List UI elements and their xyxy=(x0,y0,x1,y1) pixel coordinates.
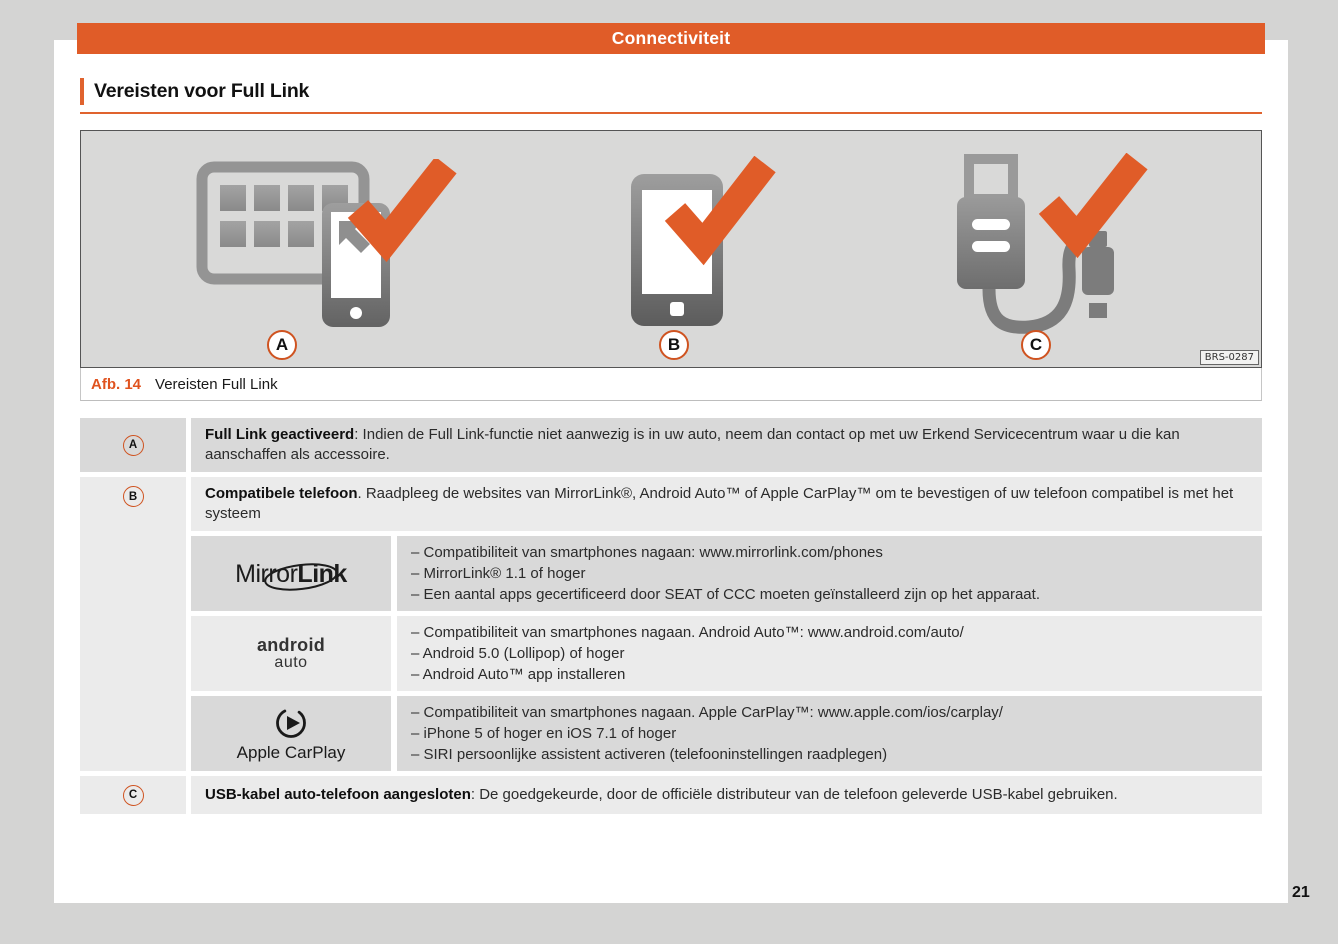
row-b-marker xyxy=(123,486,144,507)
page-number: 21 xyxy=(1292,884,1310,901)
figure-marker-b-letter: B xyxy=(667,335,681,354)
android-auto-requirements xyxy=(397,616,1262,691)
list-item: – Compatibiliteit van smartphones nagaan. Android Auto™: www.android.com/auto/ xyxy=(411,624,964,641)
row-b-body: . Raadpleeg de websites van MirrorLink®, Android Auto™ of Apple CarPlay™ om te bevestigen of uw telefoon compatibel is met het systeem xyxy=(205,485,1234,522)
android-auto-logo-text xyxy=(256,634,326,671)
chapter-title: Connectiviteit xyxy=(611,28,731,48)
list-item: – Een aantal apps gecertificeerd door SEAT of CCC moeten geïnstalleerd zijn op het apparaat. xyxy=(411,586,1040,603)
mirrorlink-logo xyxy=(191,536,391,611)
subrow-mirrorlink xyxy=(191,536,1262,611)
compatible-phone-icon xyxy=(629,156,809,334)
section-title: Vereisten voor Full Link xyxy=(80,78,1262,105)
row-c-marker-letter: C xyxy=(128,789,138,801)
list-item: – Android Auto™ app installeren xyxy=(411,666,626,683)
android-auto-logo-line1: android xyxy=(256,634,326,655)
table-row-c xyxy=(80,776,1262,814)
figure-marker-a-letter: A xyxy=(275,335,289,354)
mirrorlink-logo-text xyxy=(235,559,347,588)
figure-marker-b xyxy=(659,330,689,360)
row-c-lead: USB-kabel auto-telefoon aangesloten xyxy=(205,786,471,803)
row-b-label-cell xyxy=(80,477,186,771)
list-item: – iPhone 5 of hoger en iOS 7.1 of hoger xyxy=(411,725,677,742)
row-b-lead: Compatibele telefoon xyxy=(205,485,358,502)
subrow-android-auto xyxy=(191,616,1262,691)
apple-carplay-logo-text: Apple CarPlay xyxy=(236,742,346,762)
subrow-apple-carplay xyxy=(191,696,1262,771)
carplay-play-icon xyxy=(273,705,309,741)
row-a-body: : Indien de Full Link-functie niet aanwezig is in uw auto, neem dan contact op met uw Erkend Servicecentrum waar u die kan aanschaffen als accessoire. xyxy=(205,426,1180,463)
list-item: – SIRI persoonlijke assistent activeren (telefooninstellingen raadplegen) xyxy=(411,746,888,763)
table-row-b xyxy=(80,477,1262,771)
figure-caption-label: Afb. 14 xyxy=(91,375,142,393)
list-item: – MirrorLink® 1.1 of hoger xyxy=(411,565,586,582)
requirements-table xyxy=(80,418,1262,814)
android-auto-logo xyxy=(191,616,391,691)
apple-carplay-requirements xyxy=(397,696,1262,771)
figure-caption xyxy=(80,368,1262,401)
usb-cable-icon xyxy=(939,153,1179,341)
figure-image xyxy=(80,130,1262,368)
figure-code-badge: BRS-0287 xyxy=(1200,350,1259,365)
chapter-header-bar xyxy=(77,23,1265,54)
section-rule xyxy=(80,112,1262,114)
page-content-layer xyxy=(54,40,1288,903)
row-c-label-cell xyxy=(80,776,186,814)
list-item: – Compatibiliteit van smartphones nagaan. Apple CarPlay™: www.apple.com/ios/carplay/ xyxy=(411,704,1003,721)
row-b-marker-letter: B xyxy=(128,490,138,503)
list-item: – Android 5.0 (Lollipop) of hoger xyxy=(411,645,625,662)
apple-carplay-logo xyxy=(191,696,391,771)
figure-marker-a xyxy=(267,330,297,360)
row-b-content xyxy=(191,477,1262,771)
content-column xyxy=(80,40,1262,819)
figure-caption-text: Vereisten Full Link xyxy=(155,375,278,393)
fulllink-activated-icon xyxy=(196,159,458,331)
row-a-marker xyxy=(123,435,144,456)
row-b-text-cell xyxy=(191,477,1262,531)
mirrorlink-requirements xyxy=(397,536,1262,611)
row-a-lead: Full Link geactiveerd xyxy=(205,426,355,443)
figure-marker-c-letter: C xyxy=(1029,335,1043,354)
android-auto-logo-line2: auto xyxy=(274,653,308,671)
row-a-marker-letter: A xyxy=(128,439,138,451)
mirrorlink-logo-part1: Mirror xyxy=(235,559,298,588)
row-c-marker xyxy=(123,785,144,806)
row-a-label-cell xyxy=(80,418,186,472)
mirrorlink-logo-part2: Link xyxy=(297,559,347,588)
figure-marker-c xyxy=(1021,330,1051,360)
row-c-text-cell xyxy=(191,776,1262,814)
apple-carplay-logo-block xyxy=(237,705,346,763)
list-item: – Compatibiliteit van smartphones nagaan: www.mirrorlink.com/phones xyxy=(411,544,883,561)
row-a-text-cell xyxy=(191,418,1262,472)
row-c-body: : De goedgekeurde, door de officiële distributeur van de telefoon geleverde USB-kabel gebruiken. xyxy=(470,786,1118,803)
table-row-a xyxy=(80,418,1262,472)
